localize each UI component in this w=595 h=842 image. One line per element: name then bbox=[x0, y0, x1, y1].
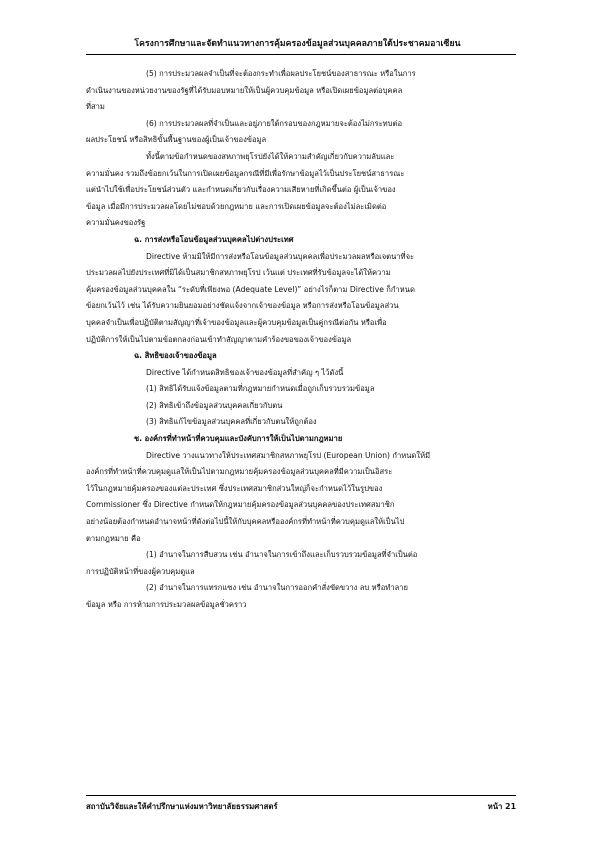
footer-rule bbox=[86, 795, 516, 796]
footer-institution: สถาบันวิจัยและให้คำปรึกษาแห่งมหาวิทยาลัยธรรมศาสตร์ bbox=[86, 802, 278, 811]
body-line: ข้อมูล เมื่อมีการประมวลผลโดยไม่ชอบด้วยกฎหมาย และการเปิดเผยข้อมูลจะต้องไม่ละเมิดต่อ bbox=[86, 201, 387, 211]
body-line: ข้อยกเว้นไว้ เช่น ได้รับความยินยอมอย่างชัดแจ้งจากเจ้าของข้อมูล หรือการส่งหรือโอนข้อมูลส่วน bbox=[86, 301, 399, 311]
body-line: ปฏิบัติการให้เป็นไปตามข้อตกลงก่อนเข้าทำสัญญาตามคำร้องขอของเจ้าของข้อมูล bbox=[86, 334, 352, 344]
body-line: (6) การประมวลผลที่จำเป็นและอยู่ภายใต้กรอบของกฎหมายจะต้องไม่กระทบต่อ bbox=[146, 118, 402, 128]
body-line: ไว้ในกฎหมายคุ้มครองของแต่ละประเทศ ซึ่งประเทศสมาชิกส่วนใหญ่ก็จะกำหนดไว้ในรูปของ bbox=[86, 483, 383, 493]
body-line: ประมวลผลไปยังประเทศที่มิได้เป็นสมาชิกสหภาพยุโรป เว้นแต่ ประเทศที่รับข้อมูลจะได้ให้ความ bbox=[86, 268, 391, 278]
body-line: (5) การประมวลผลจำเป็นที่จะต้องกระทำเพื่อผลประโยชน์ของสาธารณะ หรือในการ bbox=[146, 69, 416, 78]
body-line: ผลประโยชน์ หรือสิทธิขั้นพื้นฐานของผู้เป็นเจ้าของข้อมูล bbox=[86, 135, 267, 145]
body-line: (1) สิทธิได้รับแจ้งข้อมูลตามที่กฎหมายกำหนดเมื่อถูกเก็บรวบรวมข้อมูล bbox=[146, 384, 375, 394]
page-number: หน้า 21 bbox=[487, 802, 516, 811]
body-line: ตามกฎหมาย คือ bbox=[86, 533, 141, 543]
body-line: (3) สิทธิแก้ไขข้อมูลส่วนบุคคลที่เกี่ยวกับตนให้ถูกต้อง bbox=[146, 417, 317, 427]
section-heading: ฉ. สิทธิของเจ้าของข้อมูล bbox=[134, 351, 217, 361]
body-line: Directive ห้ามมิให้มีการส่งหรือโอนข้อมูลส่วนบุคคลเพื่อประมวลผลหรือเจตนาที่จะ bbox=[146, 251, 415, 261]
body-line: Directive วางแนวทางให้ประเทศสมาชิกสหภาพยุโรป (European Union) กำหนดให้มี bbox=[146, 450, 431, 460]
body-line: แต่นำไปใช้เพื่อประโยชน์ส่วนตัว และกำหนดเกี่ยวกับเรื่องความเสียหายที่เกิดขึ้นต่อ ผู้เป็นเจ้าของ bbox=[86, 185, 396, 195]
body-line: อย่างน้อยต้องกำหนดอำนาจหน้าที่ดังต่อไปนี้ให้กับบุคคลหรือองค์กรที่ทำหน้าที่ควบคุมดูแลให้เป็นไป bbox=[86, 517, 405, 527]
body-line: บุคคลจำเป็นเพื่อปฏิบัติตามสัญญาที่เจ้าของข้อมูลและผู้ควบคุมข้อมูลเป็นคู่กรณีต่อกัน หรือเพื่อ bbox=[86, 317, 387, 327]
section-heading: ฉ. การส่งหรือโอนข้อมูลส่วนบุคคลไปต่างประเทศ bbox=[134, 234, 294, 244]
body-line: ที่สาม bbox=[86, 102, 105, 112]
body-line: ดำเนินงานของหน่วยงานของรัฐที่ได้รับมอบหมายให้เป็นผู้ควบคุมข้อมูล หรือเปิดเผยข้อมูลต่อบุคคล bbox=[86, 85, 403, 95]
body-line: ข้อมูล หรือ การห้ามการประมวลผลข้อมูลชั่วคราว bbox=[86, 600, 247, 609]
body-text bbox=[86, 66, 516, 614]
body-line: คุ้มครองข้อมูลส่วนบุคคลใน “ระดับที่เพียงพอ (Adequate Level)” อย่างไรก็ตาม Directive ก็กำหนด bbox=[86, 284, 415, 294]
body-line: (2) อำนาจในการแทรกแซง เช่น อำนาจในการออกคำสั่งขัดขวาง ลบ หรือทำลาย bbox=[146, 583, 408, 593]
body-line: องค์กรที่ทำหน้าที่ควบคุมดูแลให้เป็นไปตามกฎหมายคุ้มครองข้อมูลส่วนบุคคลที่มีความเป็นอิสระ bbox=[86, 467, 393, 477]
body-line: การปฏิบัติหน้าที่ของผู้ควบคุมดูแล bbox=[86, 566, 195, 576]
body-line: Commissioner ซึ่ง Directive กำหนดให้กฎหมายคุ้มครองข้อมูลส่วนบุคคลของประเทศสมาชิก bbox=[86, 500, 395, 510]
body-line: ความมั่นคงของรัฐ bbox=[86, 218, 146, 228]
section-heading: ช. องค์กรที่ทำหน้าที่ควบคุมและบังคับการให้เป็นไปตามกฎหมาย bbox=[134, 434, 343, 444]
running-header: โครงการศึกษาและจัดทำแนวทางการคุ้มครองข้อมูลส่วนบุคคลภายใต้ประชาคมอาเซียน bbox=[134, 39, 461, 49]
body-line: (1) อำนาจในการสืบสวน เช่น อำนาจในการเข้าถึงและเก็บรวบรวมข้อมูลที่จำเป็นต่อ bbox=[146, 550, 418, 560]
body-line: ทั้งนี้ตามข้อกำหนดของสหภาพยุโรปยังได้ให้ความสำคัญเกี่ยวกับความลับและ bbox=[146, 151, 395, 161]
body-line: ความมั่นคง รวมถึงข้อยกเว้นในการเปิดเผยข้อมูลกรณีที่มีเพื่อรักษาข้อมูลไว้เป็นประโยชน์สาธารณะ bbox=[86, 168, 405, 178]
header-rule bbox=[86, 54, 516, 55]
body-line: (2) สิทธิเข้าถึงข้อมูลส่วนบุคคลเกี่ยวกับตน bbox=[146, 400, 283, 410]
body-line: Directive ได้กำหนดสิทธิของเจ้าของข้อมูลที่สำคัญ ๆ ไว้ดังนี้ bbox=[146, 367, 344, 377]
